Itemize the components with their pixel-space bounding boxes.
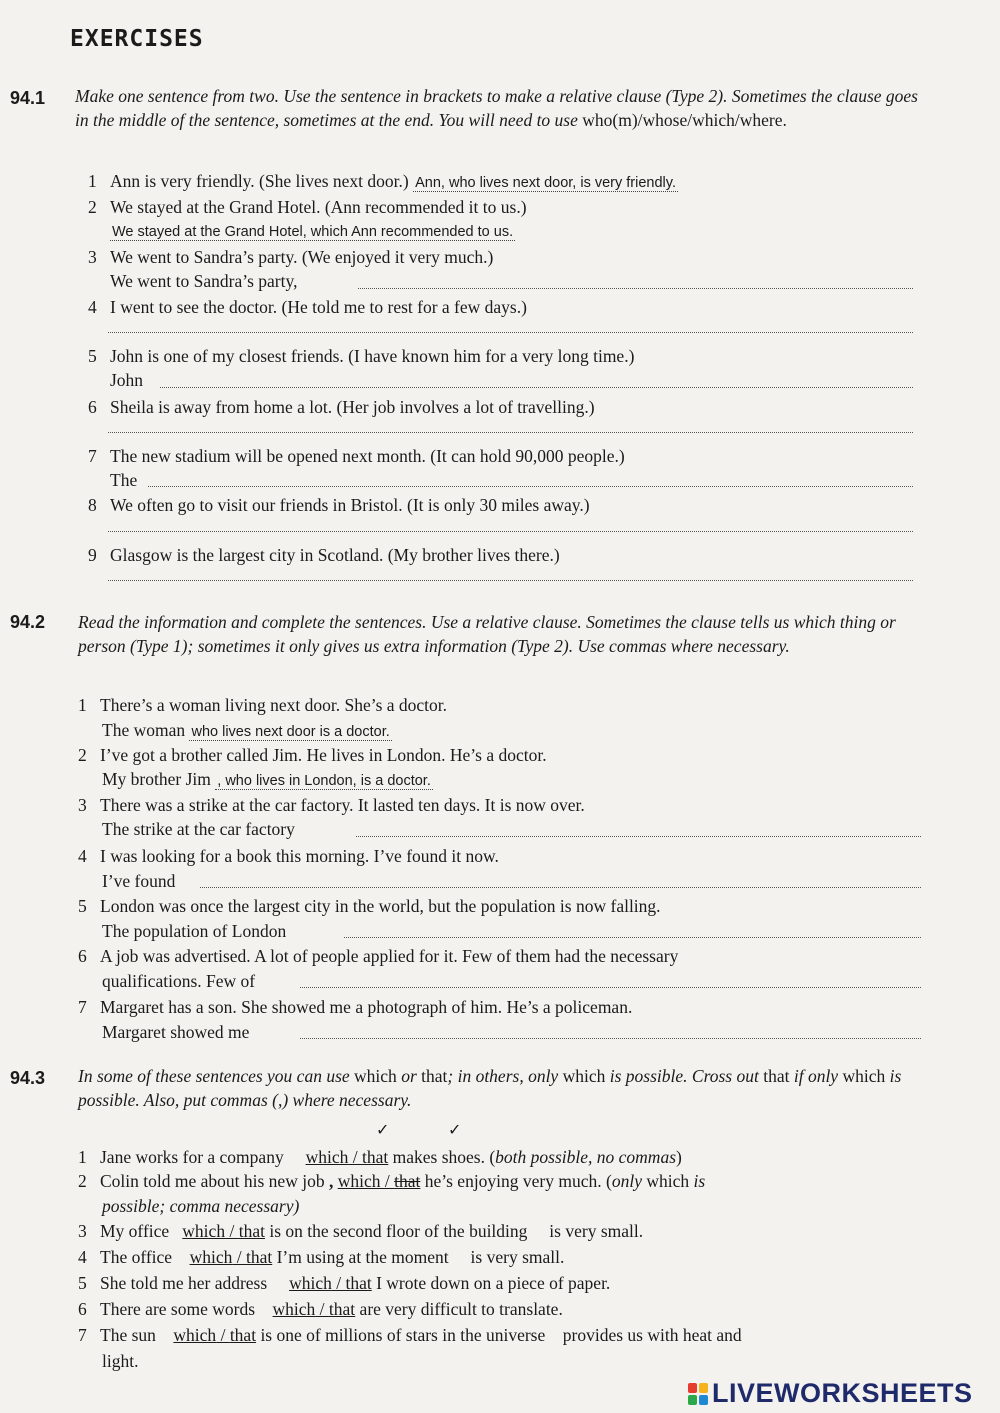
which-option[interactable]: which xyxy=(305,1147,349,1167)
item-text: is on the second floor of the building xyxy=(264,1221,528,1241)
item-number: 1 xyxy=(78,695,87,715)
ex1-item-7-start: The xyxy=(110,470,138,490)
item-number: 1 xyxy=(88,171,97,191)
ex3-item-7-line2: light. xyxy=(102,1351,139,1371)
that-option-crossed[interactable]: that xyxy=(394,1171,421,1191)
ex2-answer-field-7[interactable] xyxy=(300,1038,921,1039)
ex2-item-5 xyxy=(78,895,661,917)
item-text: he’s enjoying very much. ( xyxy=(420,1171,612,1191)
item-text: Glasgow is the largest city in Scotland. (My brother lives there.) xyxy=(110,545,560,565)
ex3-item-2-note-line: possible; comma necessary) xyxy=(102,1196,300,1216)
instruction-keyword: which xyxy=(562,1066,606,1086)
that-option[interactable]: that xyxy=(345,1273,372,1293)
ex2-item-1 xyxy=(78,694,447,716)
item-number: 4 xyxy=(78,846,87,866)
item-number: 7 xyxy=(78,997,87,1017)
item-note: only xyxy=(611,1171,642,1191)
instruction-part: In some of these sentences you can use xyxy=(78,1066,355,1086)
ex2-answer-field-4[interactable] xyxy=(200,887,921,888)
ex1-answer-line-2 xyxy=(110,219,515,243)
item-text: I went to see the doctor. (He told me to rest for a few days.) xyxy=(110,297,527,317)
that-option[interactable]: that xyxy=(361,1147,389,1167)
ex2-item-6-start: qualifications. Few of xyxy=(102,971,256,991)
which-that-choice-1[interactable] xyxy=(306,1147,389,1167)
ex1-item-2 xyxy=(88,196,527,218)
ex1-answer-field-7[interactable] xyxy=(148,486,913,487)
ex3-item-1 xyxy=(78,1146,682,1168)
item-number: 6 xyxy=(78,1299,87,1319)
exercise-number-94-2: 94.2 xyxy=(10,612,46,632)
which-option[interactable]: which xyxy=(272,1299,316,1319)
slash: / xyxy=(232,1247,246,1267)
ex1-answer-2[interactable]: We stayed at the Grand Hotel, which Ann recommended to us. xyxy=(112,224,514,240)
item-text: There was a strike at the car factory. It lasted ten days. It is now over. xyxy=(100,795,585,815)
item-text: The office xyxy=(100,1247,173,1267)
which-that-choice-3[interactable] xyxy=(182,1221,265,1241)
item-text: The new stadium will be opened next month. (It can hold 90,000 people.) xyxy=(110,446,625,466)
item-text: We stayed at the Grand Hotel. (Ann recommended it to us.) xyxy=(110,197,527,217)
slash: / xyxy=(380,1171,395,1191)
ex2-item-4-start: I’ve found xyxy=(102,871,176,891)
which-option[interactable]: which xyxy=(337,1171,381,1191)
liveworksheets-logo xyxy=(688,1378,973,1409)
ex3-item-2 xyxy=(78,1170,705,1192)
item-text: London was once the largest city in the world, but the population is now falling. xyxy=(100,896,661,916)
instruction-part: or xyxy=(396,1066,422,1086)
item-start: The woman xyxy=(102,720,186,740)
exercise-94-1-instructions xyxy=(75,84,935,132)
slash: / xyxy=(315,1299,329,1319)
page-title: EXERCISES xyxy=(70,26,204,52)
item-number: 8 xyxy=(88,495,97,515)
item-text: Ann is very friendly. (She lives next door.) xyxy=(110,171,409,191)
item-note: is xyxy=(693,1171,706,1191)
exercise-number-94-3: 94.3 xyxy=(10,1068,46,1088)
item-text: I wrote down on a piece of paper. xyxy=(371,1273,611,1293)
ex1-item-4 xyxy=(88,296,527,318)
ex1-answer-field-8[interactable] xyxy=(108,531,913,532)
item-note: which xyxy=(641,1171,694,1191)
which-option[interactable]: which xyxy=(289,1273,332,1293)
item-number: 9 xyxy=(88,545,97,565)
ex2-item-1-completion xyxy=(102,719,392,743)
ex1-item-5 xyxy=(88,345,634,367)
item-text: I’m using at the moment xyxy=(272,1247,449,1267)
item-number: 2 xyxy=(78,1171,87,1191)
ex3-item-7 xyxy=(78,1324,742,1346)
ex2-answer-field-3[interactable] xyxy=(356,836,921,837)
which-that-choice-7[interactable] xyxy=(173,1325,256,1345)
liveworksheets-logo-icon xyxy=(688,1383,708,1405)
item-number: 2 xyxy=(78,745,87,765)
ex1-item-9 xyxy=(88,544,560,566)
logo-block xyxy=(688,1395,697,1405)
ex1-answer-field-5[interactable] xyxy=(160,387,913,388)
ex1-item-6 xyxy=(88,396,595,418)
item-number: 3 xyxy=(88,247,97,267)
item-number: 3 xyxy=(78,1221,87,1241)
ex2-item-7 xyxy=(78,996,632,1018)
instruction-part: is possible. Also, put commas (,) where necessary. xyxy=(78,1066,902,1110)
which-that-choice-6[interactable] xyxy=(273,1299,356,1319)
item-number: 7 xyxy=(78,1325,87,1345)
item-number: 7 xyxy=(88,446,97,466)
instruction-keyword: which xyxy=(842,1066,886,1086)
ex1-item-3-start: We went to Sandra’s party, xyxy=(110,271,298,291)
which-that-choice-5[interactable] xyxy=(289,1273,372,1293)
that-option[interactable]: that xyxy=(238,1221,265,1241)
item-text: makes shoes. ( xyxy=(388,1147,496,1167)
item-number: 5 xyxy=(88,346,97,366)
ex3-item-6 xyxy=(78,1298,563,1320)
check-mark-icon: ✓ xyxy=(448,1120,462,1139)
instruction-pronouns: who(m)/whose/which/where. xyxy=(582,110,787,130)
item-text: is very small. xyxy=(470,1247,565,1267)
item-text: is one of millions of stars in the universe xyxy=(256,1325,546,1345)
item-number: 1 xyxy=(78,1147,87,1167)
that-option[interactable]: that xyxy=(245,1247,273,1267)
ex2-item-4 xyxy=(78,845,499,867)
comma-mark[interactable]: , xyxy=(328,1171,334,1191)
ex1-answer-1[interactable]: Ann, who lives next door, is very friendly. xyxy=(415,175,676,191)
item-text: John is one of my closest friends. (I have known him for a very long time.) xyxy=(110,346,635,366)
item-text: Margaret has a son. She showed me a photograph of him. He’s a policeman. xyxy=(100,997,633,1017)
item-number: 5 xyxy=(78,1273,87,1293)
which-option[interactable]: which xyxy=(182,1221,226,1241)
which-that-choice-4[interactable] xyxy=(190,1247,273,1267)
item-number: 6 xyxy=(78,946,87,966)
exercise-number-94-1: 94.1 xyxy=(10,88,46,108)
instruction-part: is possible. Cross out xyxy=(605,1066,764,1086)
ex1-answer-field-6[interactable] xyxy=(108,432,913,433)
ex1-answer-field-3[interactable] xyxy=(358,288,913,289)
ex2-answer-1[interactable]: who lives next door is a doctor. xyxy=(191,724,390,740)
logo-block xyxy=(699,1395,708,1405)
item-text: We went to Sandra’s party. (We enjoyed it very much.) xyxy=(110,247,494,267)
instruction-part: if only xyxy=(789,1066,843,1086)
ex2-item-3-start: The strike at the car factory xyxy=(102,819,295,839)
ex2-answer-2[interactable]: , who lives in London, is a doctor. xyxy=(217,773,431,789)
item-number: 4 xyxy=(78,1247,87,1267)
ex3-item-4 xyxy=(78,1246,564,1268)
item-number: 4 xyxy=(88,297,97,317)
item-text: We often go to visit our friends in Bristol. (It is only 30 miles away.) xyxy=(110,495,590,515)
ex3-item-5 xyxy=(78,1272,610,1294)
that-option[interactable]: that xyxy=(328,1299,356,1319)
item-text: There’s a woman living next door. She’s a doctor. xyxy=(100,695,448,715)
ex2-item-3 xyxy=(78,794,585,816)
item-text: I’ve got a brother called Jim. He lives in London. He’s a doctor. xyxy=(100,745,547,765)
instruction-text: Make one sentence from two. Use the sentence in brackets to make a relative clause (Type 2). Sometimes the clause goes in the middle of the sentence, sometimes at the end. You will need to use xyxy=(75,86,918,130)
slash: / xyxy=(331,1273,346,1293)
liveworksheets-logo-text: LIVEWORKSHEETS xyxy=(712,1378,973,1408)
item-text: are very difficult to translate. xyxy=(355,1299,563,1319)
ex2-item-2 xyxy=(78,744,547,766)
ex2-answer-field-5[interactable] xyxy=(344,937,921,938)
logo-block xyxy=(688,1383,697,1393)
logo-block xyxy=(699,1383,708,1393)
ex3-item-3 xyxy=(78,1220,643,1242)
ex2-item-5-start: The population of London xyxy=(102,921,287,941)
item-text: My office xyxy=(100,1221,170,1241)
instruction-keyword: which xyxy=(354,1066,397,1086)
item-start: My brother Jim xyxy=(102,769,211,789)
ex1-item-7 xyxy=(88,445,625,467)
item-number: 6 xyxy=(88,397,97,417)
item-text: I was looking for a book this morning. I’ve found it now. xyxy=(100,846,499,866)
instruction-keyword: that xyxy=(763,1066,790,1086)
which-option[interactable]: which xyxy=(189,1247,233,1267)
slash: / xyxy=(348,1147,362,1167)
instruction-keyword: that xyxy=(421,1066,448,1086)
item-number: 2 xyxy=(88,197,97,217)
item-text: Colin told me about his new job xyxy=(100,1171,325,1191)
which-that-choice-2[interactable] xyxy=(338,1171,421,1191)
item-note: ) xyxy=(676,1147,682,1167)
ex2-answer-field-6[interactable] xyxy=(300,987,921,988)
item-text: She told me her address xyxy=(100,1273,268,1293)
that-option[interactable]: that xyxy=(229,1325,257,1345)
item-text: Jane works for a company xyxy=(100,1147,284,1167)
ex1-item-5-start: John xyxy=(110,370,144,390)
ex1-item-1 xyxy=(88,170,678,194)
slash: / xyxy=(225,1221,239,1241)
item-text: Sheila is away from home a lot. (Her job involves a lot of travelling.) xyxy=(110,397,595,417)
slash: / xyxy=(216,1325,230,1345)
ex2-item-6 xyxy=(78,945,678,967)
which-option[interactable]: which xyxy=(173,1325,217,1345)
exercise-94-2-instructions: Read the information and complete the sentences. Use a relative clause. Sometimes the clause tells us which thing or person (Type 1); sometimes it only gives us extra information (Type 2). Use commas where necessary. xyxy=(78,612,896,656)
check-mark-icon: ✓ xyxy=(376,1120,390,1139)
instruction-part: ; in others, only xyxy=(447,1066,563,1086)
ex2-item-7-start: Margaret showed me xyxy=(102,1022,250,1042)
item-text: A job was advertised. A lot of people applied for it. Few of them had the necessary xyxy=(100,946,679,966)
item-text: is very small. xyxy=(549,1221,644,1241)
item-text: The sun xyxy=(100,1325,156,1345)
item-text: There are some words xyxy=(100,1299,256,1319)
exercise-94-3-instructions xyxy=(78,1064,928,1112)
ex1-answer-field-9[interactable] xyxy=(108,580,913,581)
item-number: 5 xyxy=(78,896,87,916)
ex1-answer-field-4[interactable] xyxy=(108,332,913,333)
ex1-item-3 xyxy=(88,246,493,268)
item-note: both possible, no commas xyxy=(495,1147,676,1167)
item-number: 3 xyxy=(78,795,87,815)
item-text: provides us with heat and xyxy=(562,1325,742,1345)
ex2-item-2-completion xyxy=(102,768,433,792)
ex1-item-8 xyxy=(88,494,590,516)
